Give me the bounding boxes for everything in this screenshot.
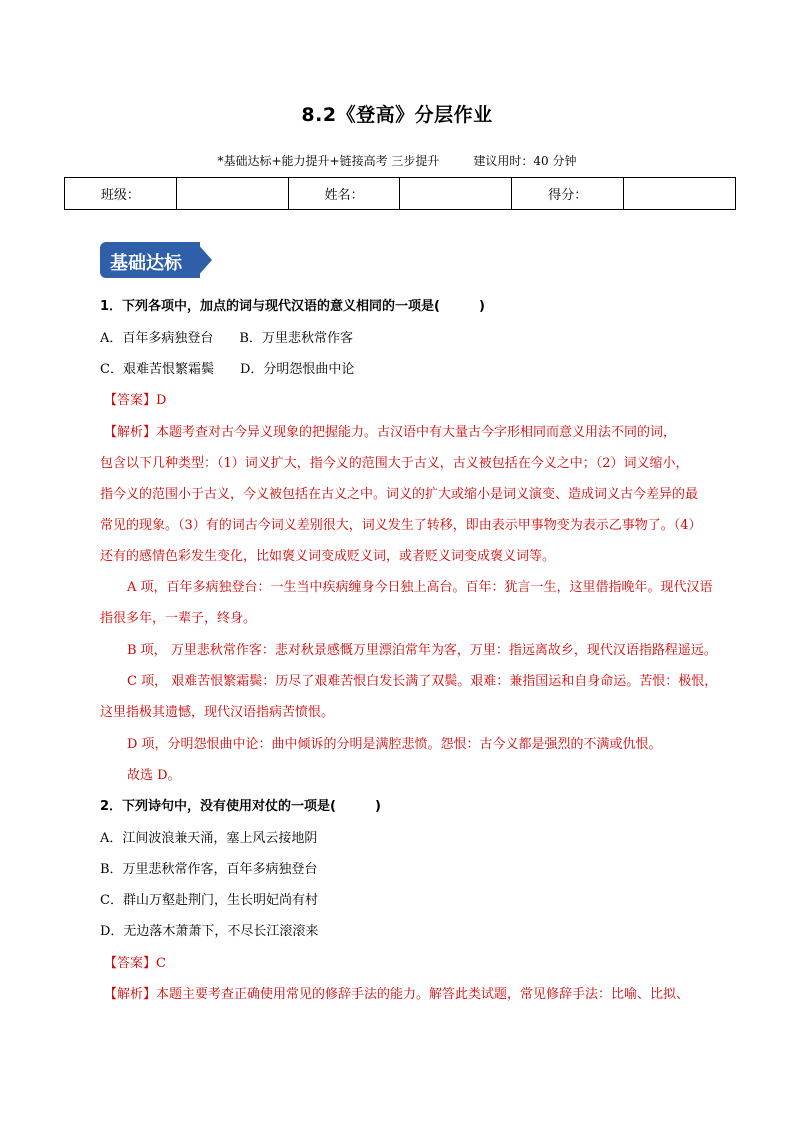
- analysis-line: 还有的感情色彩发生变化，比如褒义词变成贬义词，或者贬义词变成褒义词等。: [100, 549, 556, 564]
- analysis-line: 【解析】本题考查对古今异义现象的把握能力。古汉语中有大量古今字形相同而意义用法不同的词，: [104, 425, 677, 440]
- analysis-line: 故选 D。: [127, 768, 181, 783]
- analysis-line: 包含以下几种类型：（1）词义扩大，指今义的范围大于古义，古义被包括在今义之中；（2）词义缩小，: [100, 456, 689, 471]
- analysis-line: 常见的现象。（3）有的词古今词义差别很大，词义发生了转移，即由表示甲事物变为表示乙事物了。（4）: [100, 518, 702, 533]
- page-title: 8.2《登高》分层作业: [301, 104, 493, 126]
- analysis-line: 这里指极其遗憾，现代汉语指病苦愤恨。: [100, 705, 335, 720]
- question-1-answer: 【答案】D: [104, 393, 167, 408]
- class-field[interactable]: [176, 178, 288, 210]
- analysis-line: A 项，百年多病独登台：一生当中疾病缠身今日独上高台。百年：犹言一生，这里借指晚年。现代汉语: [127, 580, 713, 595]
- analysis-line: 指很多年，一辈子，终身。: [100, 611, 257, 626]
- question-2-option-b: B．万里悲秋常作客，百年多病独登台: [100, 862, 318, 877]
- section-header: [100, 242, 210, 278]
- analysis-line: 指今义的范围小于古义，今义被包括在古义之中。词义的扩大或缩小是词义演变、造成词义古今差异的最: [100, 487, 699, 502]
- question-2-stem: 2．下列诗句中，没有使用对仗的一项是( ): [100, 799, 381, 814]
- section-title: 基础达标: [110, 253, 182, 274]
- question-1-stem: 1．下列各项中，加点的词与现代汉语的意义相同的一项是( ): [100, 299, 485, 314]
- page-subtitle: [0, 152, 794, 169]
- class-label: 班级：: [65, 178, 177, 210]
- analysis-line: C 项， 艰难苦恨繁霜鬓：历尽了艰难苦恨白发长满了双鬓。艰难：兼指国运和自身命运。苦恨：极恨，: [127, 674, 718, 689]
- question-1-options-cd: C．艰难苦恨繁霜鬓 D．分明怨恨曲中论: [100, 362, 355, 377]
- question-2-option-c: C．群山万壑赴荆门，生长明妃尚有村: [100, 893, 318, 908]
- analysis-line: 【解析】本题主要考查正确使用常见的修辞手法的能力。解答此类试题，常见修辞手法：比喻、比拟、: [104, 987, 690, 1002]
- name-field[interactable]: [400, 178, 512, 210]
- question-2-answer: 【答案】C: [104, 956, 166, 971]
- question-2-option-a: A．江间波浪兼天涌，塞上风云接地阴: [100, 831, 318, 846]
- analysis-line: D 项，分明怨恨曲中论：曲中倾诉的分明是满腔悲愤。怨恨：古今义都是强烈的不满或仇恨。: [127, 737, 662, 752]
- subtitle-steps: *基础达标+能力提升+链接高考 三步提升: [217, 154, 440, 168]
- name-label: 姓名：: [288, 178, 400, 210]
- score-field[interactable]: [624, 178, 736, 210]
- score-label: 得分：: [512, 178, 624, 210]
- question-1-options-ab: A．百年多病独登台 B．万里悲秋常作客: [100, 331, 353, 346]
- section-banner-arrow: [196, 242, 212, 278]
- subtitle-time: 建议用时：40 分钟: [473, 154, 577, 168]
- student-info-table: [64, 177, 736, 210]
- question-2-option-d: D．无边落木萧萧下，不尽长江滚滚来: [100, 924, 319, 939]
- analysis-line: B 项， 万里悲秋常作客：悲对秋景感慨万里漂泊常年为客，万里：指远离故乡，现代汉语指路程遥远。: [127, 643, 717, 658]
